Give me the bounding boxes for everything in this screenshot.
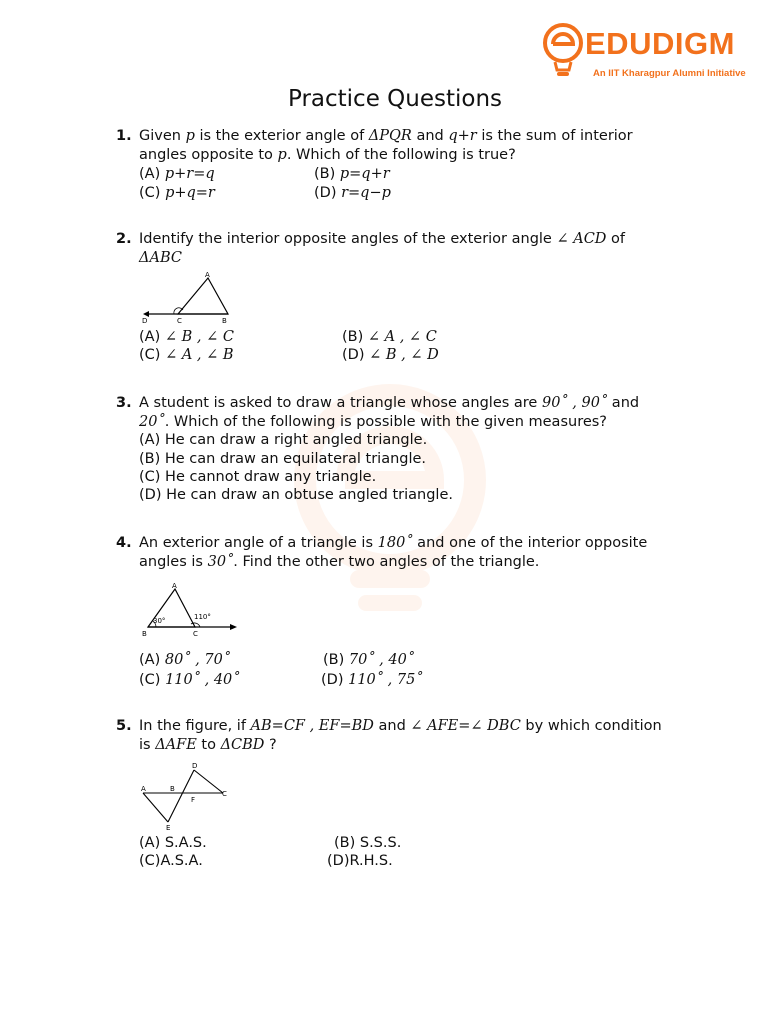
figure-label: B [142,630,147,638]
option: (D) 110˚ , 75˚ [321,672,423,688]
figure-label: A [172,582,177,590]
question-number: 3. [116,395,132,411]
figure-label: D [192,762,198,770]
figure-label: D [142,317,148,325]
triangle-figure [138,580,242,640]
option: (D) ∠ B , ∠ D [342,347,439,363]
question-text: In the figure, if AB=CF , EF=BD and ∠ AFE=∠ DBC by which condition is ΔAFE to ΔCBD ? [139,718,662,753]
page-title: Practice Questions [287,86,503,112]
figure-label: C [222,790,227,798]
option: (B) p=q+r [314,166,390,182]
option: (C) He cannot draw any triangle. [139,469,377,485]
question-text: Identify the interior opposite angles of the exterior angle ∠ ACD of ΔABC [139,231,626,266]
question-number: 4. [116,535,132,551]
option: (C)A.S.A. [139,853,203,869]
figure-label: F [191,796,196,804]
question-text: A student is asked to draw a triangle whose angles are 90˚ , 90˚ and 20˚. Which of the following is possible with the given measures? [139,395,640,430]
question-number: 2. [116,231,132,247]
option: (B) 70˚ , 40˚ [323,652,415,668]
option: (B) S.S.S. [334,835,402,851]
brand-name: EDUDIGM [585,26,735,61]
brand-tagline: An IIT Kharagpur Alumni Initiative [593,68,746,79]
figure-label: C [177,317,182,325]
question-number: 5. [116,718,132,734]
question-number: 1. [116,128,132,144]
option: (A) 80˚ , 70˚ [139,652,231,668]
brand-logo [540,20,755,82]
option: (A) p+r=q [139,166,215,182]
option: (A) ∠ B , ∠ C [139,329,234,345]
figure-label: 30° [153,617,166,625]
figure-label: A [205,271,210,279]
congruence-figure [138,760,238,834]
question-text: Given p is the exterior angle of ΔPQR and q+r is the sum of interior angles opposite to p. Which of the following is true? [139,128,633,163]
figure-label: 110° [194,613,211,621]
figure-label: B [222,317,227,325]
option: (D)R.H.S. [327,853,393,869]
figure-label: A [141,785,146,793]
option: (C) 110˚ , 40˚ [139,672,240,688]
lightbulb-icon [542,22,586,80]
option: (D) r=q−p [314,185,391,201]
figure-label: E [166,824,171,832]
option: (A) He can draw a right angled triangle. [139,432,428,448]
option: (C) p+q=r [139,185,215,201]
question-text: An exterior angle of a triangle is 180˚ and one of the interior opposite angles is 30˚. Find the other two angles of the triangle. [139,535,648,570]
triangle-figure [138,270,238,326]
option: (B) He can draw an equilateral triangle. [139,451,427,467]
figure-label: B [170,785,175,793]
option: (B) ∠ A , ∠ C [342,329,437,345]
option: (C) ∠ A , ∠ B [139,347,234,363]
option: (D) He can draw an obtuse angled triangle. [139,487,453,503]
figure-label: C [193,630,198,638]
option: (A) S.A.S. [139,835,207,851]
